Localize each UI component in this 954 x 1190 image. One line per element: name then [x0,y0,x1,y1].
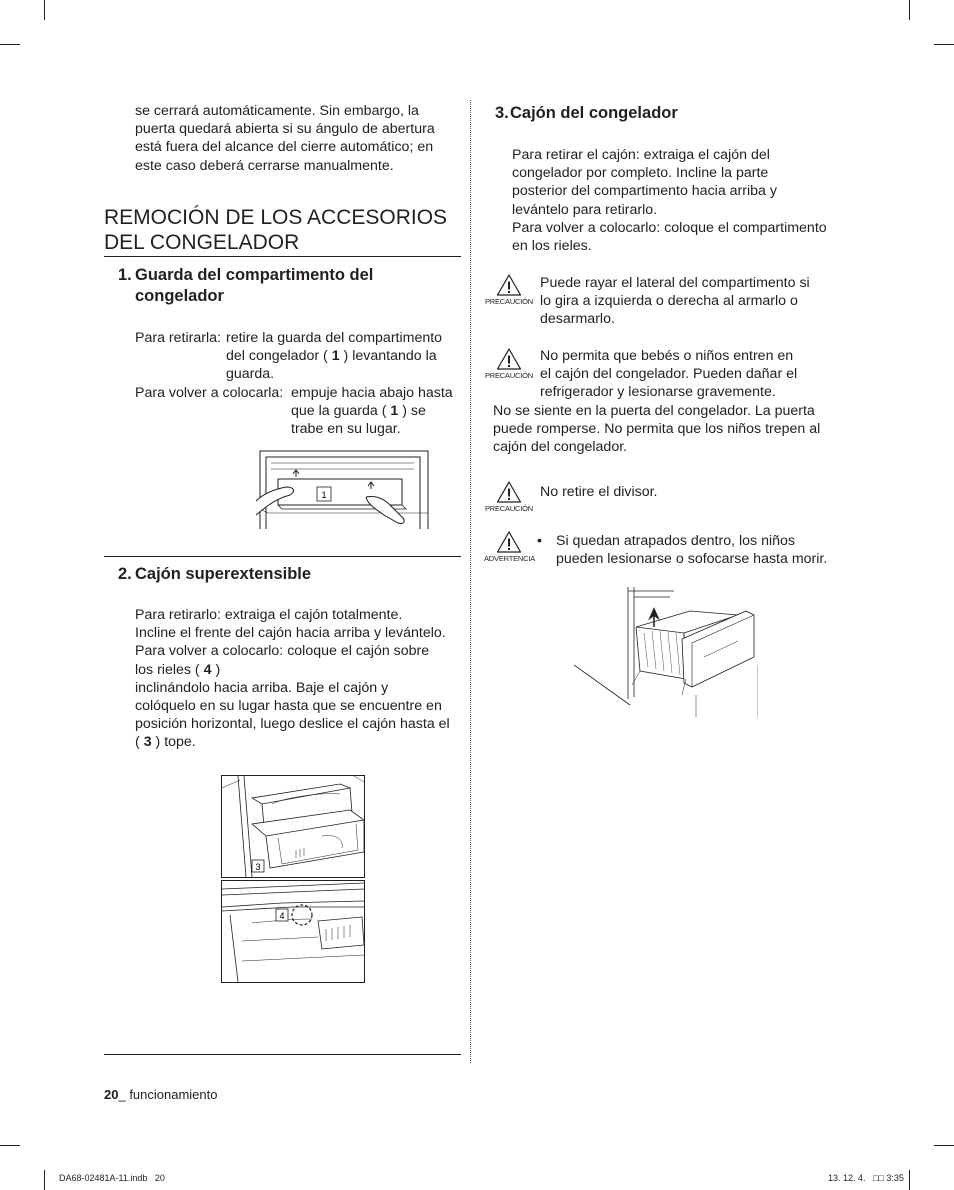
warning-triangle-icon [496,530,522,554]
section-rule [104,256,461,257]
text-line: Para retirarlo: extraiga el cajón totalmente. [135,607,403,623]
text-line: refrigerador y lesionarse gravemente. [540,384,776,401]
item3-title: Cajón del congelador [510,104,678,122]
crop-mark [0,1145,20,1146]
figure-freezer-drawer [574,587,758,717]
text-line: trabe en su lugar. [291,421,401,438]
text-line: posterior del compartimento hacia arriba y [512,183,777,200]
warning-block [484,530,534,563]
warning-label: ADVERTENCIA [484,554,536,563]
caution-block [484,480,534,513]
text-line: Puede rayar el lateral del compartimento si [540,275,810,291]
item1-remove-text [226,329,466,384]
item1-remove-label: Para retirarla: [135,330,221,346]
text-line [291,402,461,420]
page-footer [104,1087,217,1103]
warning-text [556,532,856,568]
text-line: Si quedan atrapados dentro, los niños [556,533,795,549]
crop-mark [934,1145,954,1146]
callout-ref: 1 [331,348,340,365]
text-span: del congelador ( [226,348,328,365]
caution-triangle-icon [496,347,522,371]
text-line: cajón del congelador. [493,439,628,456]
sit-warning-text [493,402,853,457]
page-sep: _ [118,1087,130,1102]
text-line: congelador por completo. Incline la parte [512,165,769,182]
section-title-line: REMOCIÓN DE LOS ACCESORIOS [104,206,448,229]
caution-block [484,347,534,380]
item1-replace-l1: empuje hacia abajo hasta [291,385,453,401]
text-line: colóquelo en su lugar hasta que se encuentre en [135,698,442,715]
crop-mark [44,1170,45,1190]
warning-bullet: • [537,533,542,549]
text-line: pueden lesionarse o sofocarse hasta morir. [556,551,828,568]
crop-mark [909,1170,910,1190]
item3-body [512,146,852,255]
intro-paragraph: se cerrará automáticamente. Sin embargo, la puerta quedará abierta si su ángulo de abertura está fuera del alcance del cierre automático; en este caso deberá cerrarse manualmente. [135,103,435,174]
text-line: posición horizontal, luego deslice el cajón hasta el [135,716,450,733]
text-line: No se siente en la puerta del congelador. La puerta [493,403,815,419]
footer-section: funcionamiento [129,1087,218,1102]
column-divider [470,100,471,1063]
item2-title: Cajón superextensible [135,565,312,583]
caution-block [484,273,534,306]
item1-title [135,265,458,307]
figure-drawer-rails [221,880,365,983]
text-line: puede romperse. No permita que los niños trepen al [493,421,821,438]
item1-title-line: Guarda del compartimento del [135,266,374,284]
text-line: lo gira a izquierda o derecha al armarlo o [540,293,798,310]
item2-number: 2. [118,565,132,583]
item2-body [135,606,465,752]
item1-replace-label: Para volver a colocarla: [135,385,284,401]
item1-title-line: congelador [135,287,224,305]
section-rule [104,556,461,557]
text-line: desarmarlo. [540,311,615,328]
caution-triangle-icon [496,273,522,297]
text-line: el cajón del congelador. Pueden dañar el [540,366,798,383]
crop-mark [909,0,910,20]
section-title [104,205,464,255]
text-line: Incline el frente del cajón hacia arriba y levántelo. [135,625,446,642]
section-title-line: DEL CONGELADOR [104,231,300,254]
callout-ref: 4 [203,661,212,678]
text-span: los rieles ( [135,661,200,678]
text-line: en los rieles. [512,238,592,255]
text-span: ) se [402,403,426,419]
item2-heading [118,564,458,585]
text-line: No permita que bebés o niños entren en [540,348,794,364]
caution-triangle-icon [496,480,522,504]
caution-label: PRECAUCIÓN [484,297,533,306]
text-line: inclinándolo hacia arriba. Baje el cajón y [135,679,389,696]
figure-callout: 3 [255,862,261,872]
print-date: 13. 12. 4. □□ 3:35 [828,1173,904,1183]
item1-heading [118,265,458,307]
figure-guard [256,449,430,529]
caution-label: PRECAUCIÓN [484,371,533,380]
text-line: Para volver a colocarlo: coloque el cajón sobre [135,643,430,660]
text-line [135,661,465,679]
callout-ref: 3 [143,734,152,751]
caution-text: No retire el divisor. [540,484,658,500]
page-number: 20 [104,1087,119,1102]
item1-number: 1. [118,266,132,284]
text-span: ) levantando la [343,348,437,365]
figure-callout: 1 [321,490,327,500]
text-span: ( [135,734,140,751]
text-span: que la guarda ( [291,403,387,419]
crop-mark [934,44,954,45]
text-span: ) [215,661,221,678]
text-line: Para volver a colocarlo: coloque el compartimento [512,219,827,236]
caution-label: PRECAUCIÓN [484,504,533,513]
text-span: ) tope. [155,734,196,751]
figure-drawer-top [221,775,365,878]
callout-ref: 1 [390,403,399,419]
crop-mark [44,0,45,20]
text-line [226,347,466,365]
caution-text [540,274,850,329]
item1-replace-text [291,402,461,438]
item3-number: 3. [495,104,509,122]
caution-text [540,347,850,402]
text-line [135,733,465,751]
text-line: retire la guarda del compartimento [226,330,443,346]
figure-callout: 4 [279,911,285,921]
text-line: Para retirar el cajón: extraiga el cajón del [512,147,770,163]
crop-mark [0,44,20,45]
item3-heading [495,103,875,124]
file-info: DA68-02481A-11.indb 20 [59,1173,165,1183]
text-line: levántelo para retirarlo. [512,201,658,218]
section-rule [104,1054,461,1055]
text-line: guarda. [226,366,275,383]
